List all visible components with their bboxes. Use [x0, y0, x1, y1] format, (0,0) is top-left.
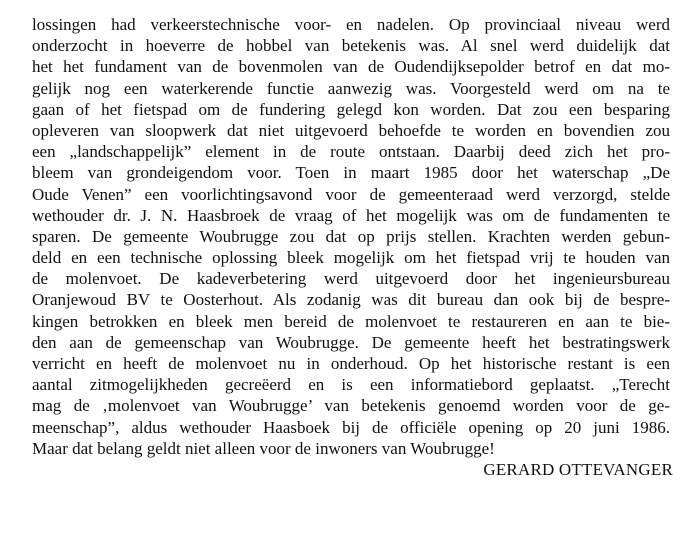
text-line: aantal zitmogelijkheden gecreëerd en is een informatiebord geplaatst. „Terecht — [32, 375, 670, 395]
text-line-last: Maar dat belang geldt niet alleen voor de inwoners van Woubrugge! — [32, 438, 495, 458]
text-line: kingen betrokken en bleek men bereid de molenvoet te restaureren en aan te bie- — [32, 311, 670, 331]
text-line: bleem van grondeigendom voor. Toen in maart 1985 door het waterschap „De — [32, 163, 670, 183]
text-line: opleveren van sloopwerk dat niet uitgevoerd behoefde te worden en bovendien zou — [32, 120, 670, 140]
text-line: Oude Venen” een voorlichtingsavond voor de gemeenteraad werd verzorgd, stelde — [32, 184, 670, 204]
text-line: den aan de gemeenschap van Woubrugge. De gemeente heeft het bestratingswerk — [32, 332, 670, 352]
text-line: verricht en heeft de molenvoet nu in onderhoud. Op het historische restant is een — [32, 354, 670, 373]
article-body — [32, 14, 670, 459]
text-line: sparen. De gemeente Woubrugge zou dat op prijs stellen. Krachten werden gebun- — [32, 226, 670, 246]
text-line: onderzocht in hoeverre de hobbel van betekenis was. Al snel werd duidelijk dat — [32, 36, 670, 56]
text-line: gelijk nog een waterkerende functie aanwezig was. Voorgesteld werd om na te — [32, 78, 670, 98]
text-line: mag de ‚molenvoet van Woubrugge’ van betekenis genoemd worden voor de ge- — [32, 396, 670, 416]
text-line: het het fundament van de bovenmolen van de Oudendijksepolder betrof en dat mo- — [32, 57, 670, 77]
author-signature: GERARD OTTEVANGER — [483, 460, 673, 479]
text-line: lossingen had verkeerstechnische voor- en nadelen. Op provinciaal niveau werd — [32, 15, 670, 34]
text-line: Oranjewoud BV te Oosterhout. Als zodanig was dit bureau dan ook bij de bespre- — [32, 290, 670, 310]
text-line: de molenvoet. De kadeverbetering werd uitgevoerd door het ingenieursbureau — [32, 269, 670, 289]
text-line: deld en een technische oplossing bleek mogelijk om het fietspad vrij te houden van — [32, 248, 670, 268]
text-line: een „landschappelijk” element in de route ontstaan. Daarbij deed zich het pro- — [32, 142, 670, 162]
text-line: meenschap”, aldus wethouder Haasboek bij de officiële opening op 20 juni 1986. — [32, 417, 670, 437]
text-line: gaan of het fietspad om de fundering gelegd kon worden. Dat zou een besparing — [32, 99, 670, 119]
text-line: wethouder dr. J. N. Haasbroek de vraag of het mogelijk was om de fundamenten te — [32, 205, 670, 225]
